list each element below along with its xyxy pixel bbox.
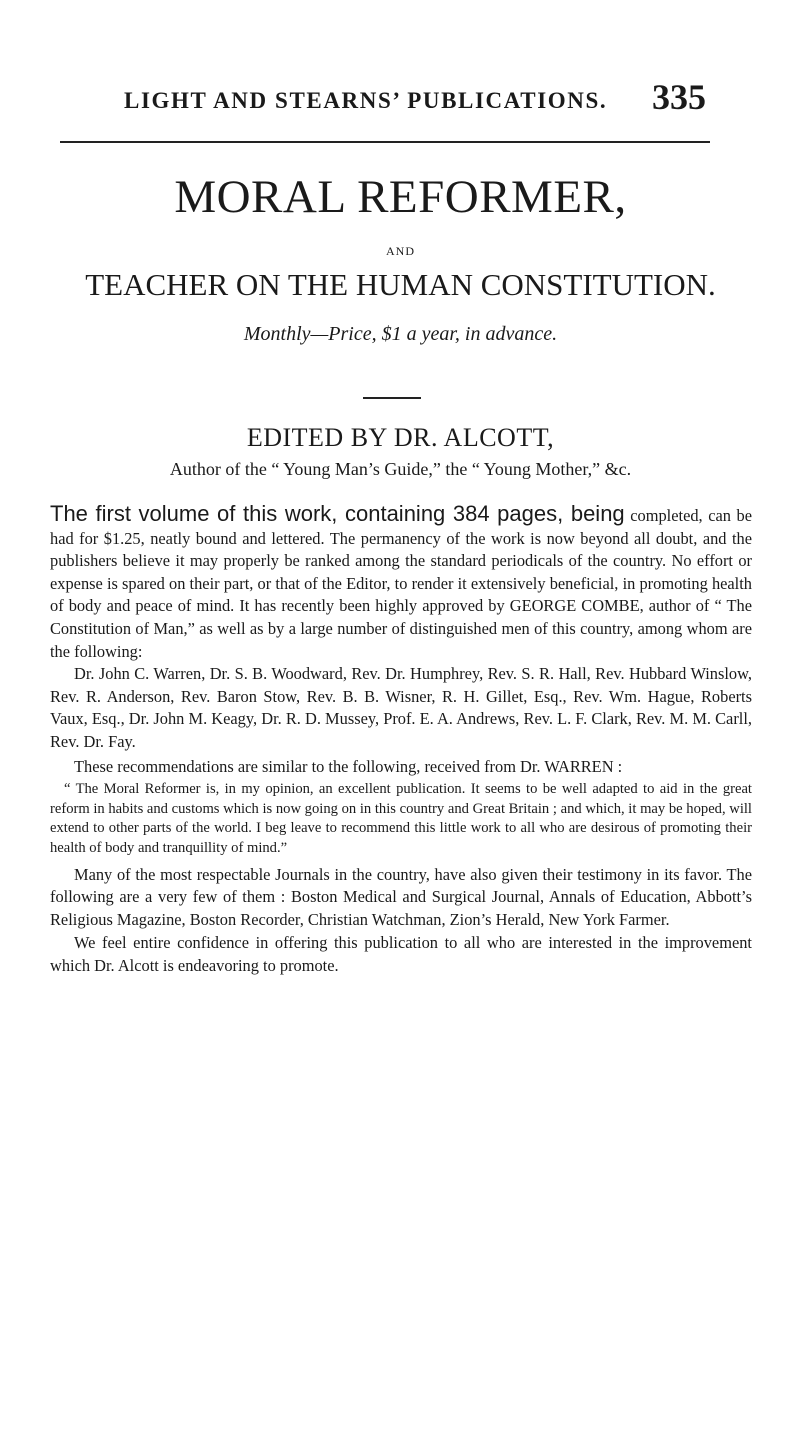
lead-text: completed, can be had for $1.25, neatly bound and lettered. The permanency of the work is now beyond all doubt, and the publishers believe it may properly be ranked among the standard periodicals of the country. No effort or expense is spared on their part, or that of the Editor, to render it extensively beneficial, in promoting health of body and peace of mind. It has recently been highly approved by GEORGE COMBE, author of “ The Constitution of Man,” as well as by a large number of distinguished men of this country, among whom are the following: [50, 506, 753, 661]
closing-paragraph: We feel entire confidence in offering this publication to all who are interested in the improvement which Dr. Alcott is endeavoring to promote. [50, 933, 752, 975]
page-number: 335 [652, 77, 706, 117]
running-head [100, 77, 710, 117]
advertisement-body [50, 503, 752, 977]
warren-quote: “ The Moral Reformer is, in my opinion, an excellent publication. It seems to be well adapted to aid in the great reform in habits and customs which is now going on in this country and Great Britain ; and which, it may be hoped, will extend to other parts of the world. I beg leave to recommend this little work to all who are desirous of promoting their health of body and tranquillity of mind.” [50, 781, 752, 856]
advertisement-subtitle: TEACHER ON THE HUMAN CONSTITUTION. [85, 267, 716, 302]
title-conjunction: AND [386, 244, 415, 258]
lead-paragraph [50, 503, 752, 663]
author-credits: Author of the “ Young Man’s Guide,” the “ Young Mother,” &c. [169, 459, 632, 479]
header-rule [60, 141, 710, 143]
journals-paragraph: Many of the most respectable Journals in the country, have also given their testimony in its favor. The following are a very few of them : Boston Medical and Surgical Journal, Annals of Education, Abbott’s Religious Magazine, Boston Recorder, Christian Watchman, Zion’s Herald, New York Farmer. [50, 864, 752, 929]
running-head-title: LIGHT AND STEARNS’ PUBLICATIONS. [124, 88, 608, 113]
endorser-list: Dr. John C. Warren, Dr. S. B. Woodward, Rev. Dr. Humphrey, Rev. S. R. Hall, Rev. Hubbard Winslow, Rev. R. Anderson, Rev. Baron Stow, Rev. B. B. Wisner, R. H. Gillet, Esq., Rev. Wm. Hague, Roberts Vaux, Esq., Dr. John M. Keagy, Dr. R. D. Mussey, Prof. E. A. Andrews, Rev. L. F. Clark, Rev. M. M. Carll, Rev. Dr. Fay. [50, 664, 752, 751]
section-divider [363, 397, 421, 399]
editor-line: EDITED BY DR. ALCOTT, [246, 423, 555, 452]
recommendation-intro: These recommendations are similar to the following, received from Dr. WARREN : [74, 756, 623, 776]
price-line: Monthly—Price, $1 a year, in advance. [243, 323, 558, 345]
advertisement-title: MORAL REFORMER, [174, 171, 627, 223]
lead-first-line: The first volume of this work, containing 384 pages, being [50, 501, 625, 526]
